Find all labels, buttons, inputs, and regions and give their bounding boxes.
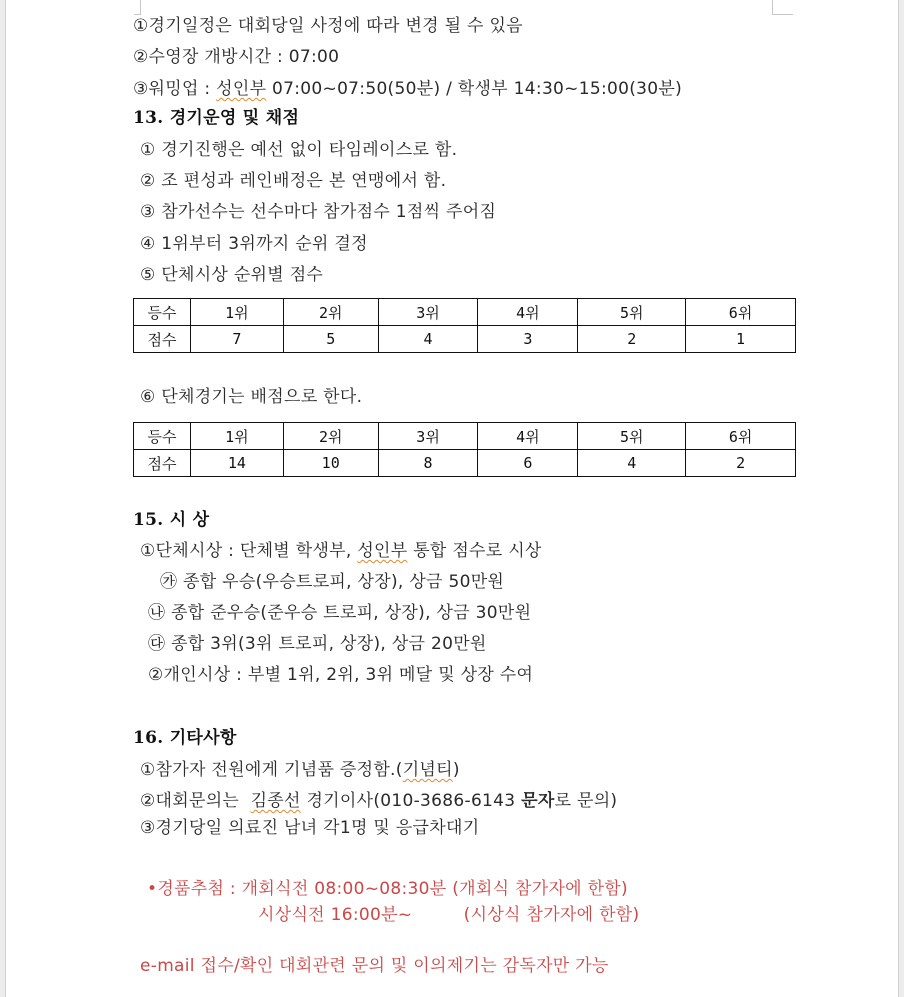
table-cell: 4: [378, 326, 478, 353]
section-15-sub-2: ㉯ 종합 준우승(준우승 트로피, 상장), 상금 30만원: [148, 603, 532, 623]
table-cell: 3위: [378, 423, 478, 450]
section-15-individual-award: ②개인시상 : 부별 1위, 2위, 3위 메달 및 상장 수여: [148, 665, 534, 685]
table-row: [134, 450, 796, 477]
table-header-row: [134, 423, 796, 450]
table-cell: 2: [686, 450, 796, 477]
team-event-score-table: [133, 422, 796, 477]
section-13-title: 13. 경기운영 및 채점: [133, 108, 300, 128]
table-header-row: [134, 299, 796, 326]
table-cell: 등수: [134, 299, 191, 326]
section-13-item-2: ② 조 편성과 레인배정은 본 연맹에서 함.: [140, 171, 447, 191]
table-cell: 4: [578, 450, 686, 477]
section-13-item-6: ⑥ 단체경기는 배점으로 한다.: [140, 387, 363, 407]
table-cell: 5위: [578, 423, 686, 450]
table-cell: 2: [578, 326, 686, 353]
table-cell: 1: [686, 326, 796, 353]
section-15-sub-1: ㉮ 종합 우승(우승트로피, 상장), 상금 50만원: [160, 572, 505, 592]
spellcheck-word: 성인부: [216, 79, 267, 99]
table-cell: 2위: [283, 423, 378, 450]
table-cell: 7: [190, 326, 283, 353]
table-cell: 점수: [134, 326, 191, 353]
table-cell: 3위: [378, 299, 478, 326]
section-16-title: 16. 기타사항: [133, 728, 237, 748]
pool-open-time: ②수영장 개방시간 : 07:00: [133, 47, 340, 67]
spellcheck-word: 성인부: [357, 541, 408, 561]
section-13-item-3: ③ 참가선수는 선수마다 참가점수 1점씩 주어짐: [140, 202, 497, 222]
table-cell: 6위: [686, 299, 796, 326]
section-13-item-4: ④ 1위부터 3위까지 순위 결정: [140, 234, 368, 254]
section-16-item-2: ②대회문의는 김종선 경기이사(010-3686-6143 문자로 문의): [140, 791, 618, 811]
section-15-sub-3: ㉰ 종합 3위(3위 트로피, 상장), 상금 20만원: [148, 634, 487, 654]
email-inquiry-note: e-mail 접수/확인 대회관련 문의 및 이의제기는 감독자만 가능: [140, 956, 609, 976]
raffle-note-line-1: •경품추첨 : 개회식전 08:00~08:30분 (개회식 참가자에 한함): [147, 879, 628, 899]
table-cell: 1위: [190, 423, 283, 450]
table-cell: 2위: [283, 299, 378, 326]
warmup-time: ③워밍업 : 성인부 07:00~07:50(50분) / 학생부 14:30~15:00(30분): [133, 79, 683, 99]
section-15-title: 15. 시 상: [133, 510, 210, 530]
section-13-item-5: ⑤ 단체시상 순위별 점수: [140, 265, 324, 285]
table-cell: 5위: [578, 299, 686, 326]
spellcheck-word: 김종선: [250, 791, 301, 811]
spellcheck-word: 기념티: [402, 760, 453, 780]
raffle-note-line-2: 시상식전 16:00분~ (시상식 참가자에 한함): [258, 905, 640, 925]
table-cell: 등수: [134, 423, 191, 450]
table-cell: 10: [283, 450, 378, 477]
table-cell: 5: [283, 326, 378, 353]
table-cell: 3: [478, 326, 578, 353]
table-cell: 6: [478, 450, 578, 477]
page-margin-corner-top-left: [134, 0, 141, 15]
page-margin-corner-top-right: [772, 0, 793, 15]
table-cell: 1위: [190, 299, 283, 326]
section-16-item-3: ③경기당일 의료진 남녀 각1명 및 응급차대기: [140, 818, 480, 838]
table-cell: 14: [190, 450, 283, 477]
section-13-item-1: ① 경기진행은 예선 없이 타임레이스로 함.: [140, 140, 458, 160]
table-cell: 4위: [478, 299, 578, 326]
section-16-item-1: ①참가자 전원에게 기념품 증정함.(기념티): [140, 760, 460, 780]
table-cell: 8: [378, 450, 478, 477]
table-cell: 4위: [478, 423, 578, 450]
table-row: [134, 326, 796, 353]
section-15-team-award: ①단체시상 : 단체별 학생부, 성인부 통합 점수로 시상: [140, 541, 542, 561]
schedule-change-note: ①경기일정은 대회당일 사정에 따라 변경 될 수 있음: [133, 16, 523, 36]
table-cell: 점수: [134, 450, 191, 477]
table-cell: 6위: [686, 423, 796, 450]
team-rank-score-table: [133, 298, 796, 353]
